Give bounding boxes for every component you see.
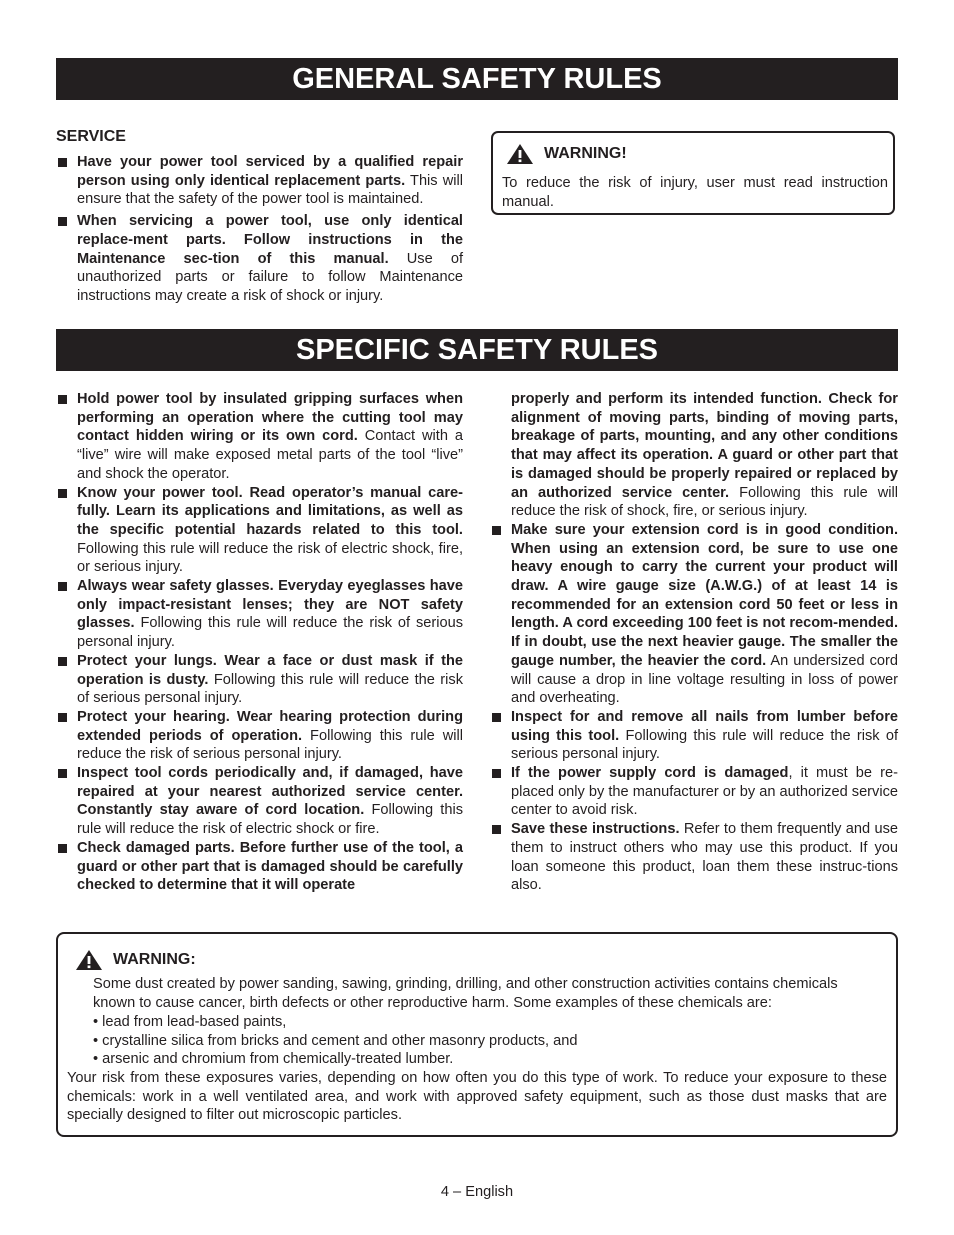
- page-footer: 4 – English: [440, 1184, 514, 1200]
- bullet-square-icon: [58, 657, 67, 666]
- warning-triangle-icon: [75, 949, 103, 971]
- rule-item: If the power supply cord is damaged, it must be re-placed only by the manufacturer or by an authorized service center to avoid risk.: [490, 764, 898, 820]
- rule-item: Protect your hearing. Wear hearing protection during extended periods of operation. Following this rule will reduce the risk of serious personal injury.: [56, 708, 463, 764]
- bullet-square-icon: [58, 713, 67, 722]
- bullet-square-icon: [492, 769, 501, 778]
- rule-item: Make sure your extension cord is in good condition. When using an extension cord, be sure to use one heavy enough to carry the current your product will draw. A wire gauge size (A.W.G.) of at least 14 is recommended for an extension cord 50 feet or less in length. A cord exceeding 100 feet is not recom-mended. If in doubt, use the next heavier gauge. The smaller the gauge number, the heavier the cord. An undersized cord will cause a drop in line voltage resulting in loss of power and overheating.: [490, 521, 898, 708]
- specific-rules-left-column: [56, 390, 463, 895]
- bullet-square-icon: [58, 158, 67, 167]
- rule-item: Save these instructions. Refer to them frequently and use them to instruct others who may use this product. If you loan someone this product, loan them these instruc-tions also.: [490, 820, 898, 895]
- bullet-square-icon: [492, 825, 501, 834]
- rule-item: Know your power tool. Read operator’s manual care-fully. Learn its applications and limitations, as well as the specific potential hazards related to this tool. Following this rule will reduce the risk of electric shock, fire, or serious injury.: [56, 484, 463, 578]
- warning-title: WARNING:: [113, 950, 196, 968]
- specific-rules-right-column: [490, 390, 898, 895]
- warning-title: WARNING!: [544, 145, 627, 162]
- read-manual-warning-box: [491, 131, 895, 215]
- rule-item: Inspect for and remove all nails from lumber before using this tool. Following this rule will reduce the risk of serious personal injury.: [490, 708, 898, 764]
- rule-item: Always wear safety glasses. Everyday eyeglasses have only impact-resistant lenses; they are NOT safety glasses. Following this rule will reduce the risk of serious personal injury.: [56, 577, 463, 652]
- rule-item: Inspect tool cords periodically and, if damaged, have repaired at your nearest authorized service center. Constantly stay aware of cord location. Following this rule will reduce the risk of electric shock or fire.: [56, 764, 463, 839]
- service-item: When servicing a power tool, use only identical replace-ment parts. Follow instructions in the Maintenance sec-tion of this manual. Use of unauthorized parts or failure to follow Maintenance instructions may create a risk of shock or injury.: [56, 212, 463, 306]
- bullet-square-icon: [58, 217, 67, 226]
- rule-item: Check damaged parts. Before further use of the tool, a guard or other part that is damaged should be carefully checked to determine that it will operate: [56, 839, 463, 895]
- warning-outro: Your risk from these exposures varies, depending on how often you do this type of work. To reduce your exposure to these chemicals: work in a well ventilated area, and work with approved safety equipment, such as those dust masks that are specially designed to filter out microscopic particles.: [67, 1070, 887, 1124]
- bullet-square-icon: [58, 844, 67, 853]
- rule-item: Hold power tool by insulated gripping surfaces when performing an operation where the cutting tool may contact hidden wiring or its own cord. Contact with a “live” wire will make exposed metal parts of the tool “live” and shock the operator.: [56, 390, 463, 484]
- dust-chemical-warning-box: [56, 932, 898, 1137]
- specific-safety-rules-banner: SPECIFIC SAFETY RULES: [56, 329, 898, 371]
- rule-item-continuation: properly and perform its intended function. Check for alignment of moving parts, binding of moving parts, breakage of parts, mounting, and any other conditions that may affect its operation. A guard or other part that is damaged should be properly repaired or replaced by an authorized service center. Following this rule will reduce the risk of shock, fire, or serious injury.: [511, 391, 898, 520]
- chemical-list: [93, 1013, 577, 1069]
- rule-item: Protect your lungs. Wear a face or dust mask if the operation is dusty. Following this rule will reduce the risk of serious personal injury.: [56, 652, 463, 708]
- warning-text: To reduce the risk of injury, user must read instruction manual.: [502, 175, 888, 210]
- list-item: • crystalline silica from bricks and cement and other masonry products, and: [93, 1032, 578, 1049]
- bullet-square-icon: [58, 489, 67, 498]
- bullet-square-icon: [492, 526, 501, 535]
- list-item: • arsenic and chromium from chemically-treated lumber.: [93, 1051, 454, 1068]
- bullet-square-icon: [492, 713, 501, 722]
- service-heading: SERVICE: [56, 128, 126, 145]
- list-item: • lead from lead-based paints,: [93, 1014, 287, 1030]
- general-safety-rules-banner: GENERAL SAFETY RULES: [56, 58, 898, 100]
- service-section: [56, 127, 463, 309]
- bullet-square-icon: [58, 582, 67, 591]
- service-item: Have your power tool serviced by a qualified repair person using only identical replacement parts. This will ensure that the safety of the power tool is maintained.: [56, 153, 463, 209]
- bullet-square-icon: [58, 395, 67, 404]
- warning-triangle-icon: [506, 143, 534, 165]
- bullet-square-icon: [58, 769, 67, 778]
- warning-intro: Some dust created by power sanding, sawing, grinding, drilling, and other construction activities contains chemicals known to cause cancer, birth defects or other reproductive harm. Some examples of these chemicals are:: [93, 976, 838, 1011]
